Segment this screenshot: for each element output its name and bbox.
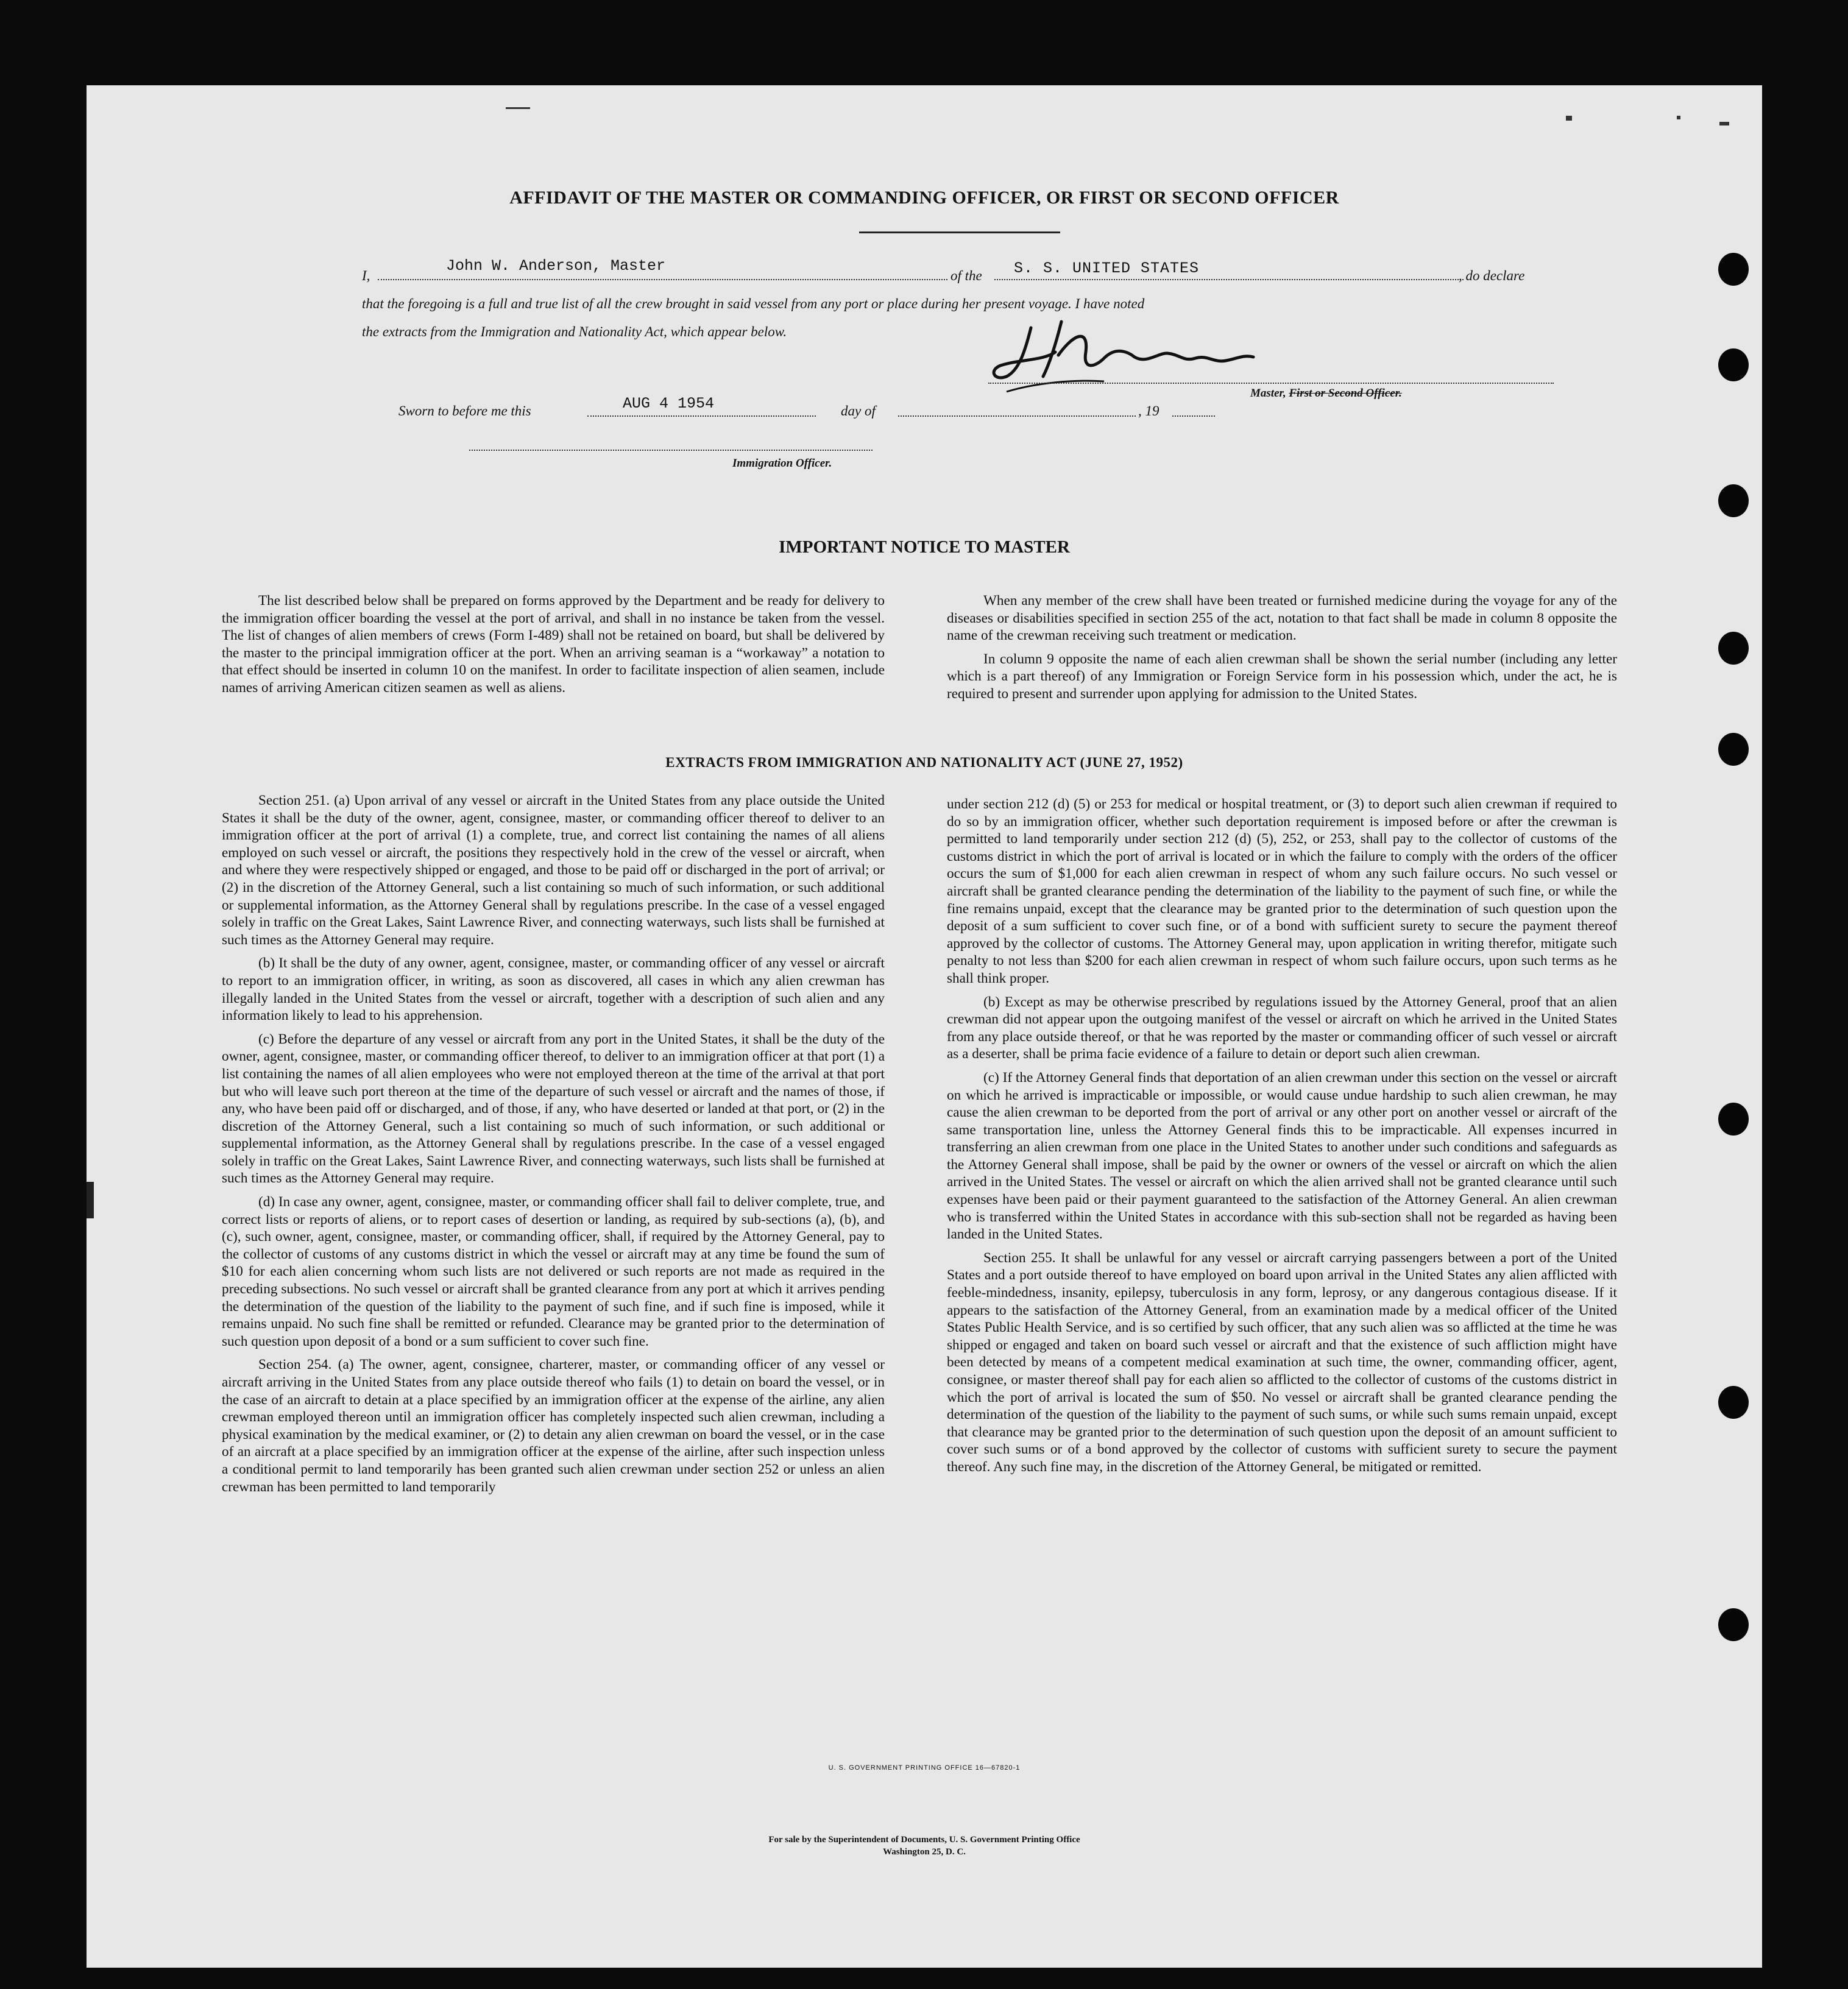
extracts-title: EXTRACTS FROM IMMIGRATION AND NATIONALITY ACT (JUNE 27, 1952)	[665, 755, 1183, 770]
sale-line-1: For sale by the Superintendent of Documents, U. S. Government Printing Office	[768, 1835, 1080, 1845]
vessel-name-value: S. S. UNITED STATES	[1014, 260, 1200, 277]
section-251-d: (d) In case any owner, agent, consignee, master, or commanding officer shall fail to deliver complete, true, and correct lists or reports of aliens, or to report cases of desertion or landing, as required by sub-sections (a), (b), and (c), such owner, agent, consignee, master, or commanding officer, shall, if required by the Attorney General, pay to the collector of customs of any customs district in which the vessel or aircraft may at any time be found the sum of $10 for each alien concerning whom such lists are not delivered or such reports are not made as required in the preceding subsections. No such vessel or aircraft shall be granted clearance from any port at which it arrives pending the determination of the question of the liability to the payment of such fine, and if such fine is imposed, while it remains unpaid. No such fine shall be remitted or refunded. Clearance may be granted prior to the determination of such question upon deposit of a bond or a sum sufficient to cover such fine.	[222, 1194, 885, 1349]
punch-hole	[1718, 484, 1749, 517]
section-251-a: Section 251. (a) Upon arrival of any vessel or aircraft in the United States from any place outside the United States it shall be the duty of the owner, agent, consignee, master, or commanding officer thereof to deliver to an immigration officer at the port of arrival (1) a complete, true, and correct list containing the names of all aliens employed on such vessel or aircraft, the positions they respectively hold in the crew of the vessel or aircraft, when and where they were respectively shipped or engaged, and those to be paid off or discharged in the port of arrival; or (2) in the discretion of the Attorney General, such a list containing so much of such information, or such additional or supplemental information, as the Attorney General shall by regulations prescribe. In the case of a vessel engaged solely in traffic on the Great Lakes, Saint Lawrence River, and connecting waterways, such lists shall be furnished at such times as the Attorney General may require.	[222, 793, 885, 948]
vessel-field-line	[994, 279, 1464, 280]
affidavit-line2: that the foregoing is a full and true list of all the crew brought in said vessel from any port or place during her present voyage. I have noted	[362, 296, 1145, 311]
sworn-date-field-line	[587, 415, 816, 417]
section-254-b: (b) Except as may be otherwise prescribed by regulations issued by the Attorney General, proof that an alien crewman did not appear upon the outgoing manifest of the vessel or aircraft on which he arrived in the United States from any place outside thereof, or that he was reported by the master or commanding officer of such vessel or aircraft as a deserter, shall be prima facie evidence of a failure to detain or deport such alien crewman.	[947, 994, 1617, 1062]
notice-title: IMPORTANT NOTICE TO MASTER	[779, 537, 1070, 557]
punch-hole	[1718, 1608, 1749, 1641]
sworn-date-value: AUG 4 1954	[623, 395, 715, 412]
scan-speck	[1677, 116, 1680, 119]
sworn-month-field-line	[898, 415, 1136, 417]
affidavit-line1-suffix: , do declare	[1459, 268, 1525, 283]
section-251-c: (c) Before the departure of any vessel or aircraft from any port in the United States, it shall be the duty of the owner, agent, consignee, master, or commanding officer thereof, to deliver to an immigration officer at that port (1) a list containing the names of all alien employees who were not employed thereon at the time of the arrival at that port but who will leave such port thereon at the time of the departure of such vessel or aircraft and the names of those, if any, who have been paid off or discharged, and of those, if any, who have deserted or landed at that port, or (2) in the discretion of the Attorney General, such a list containing so much of such information, or such additional or supplemental information, as the Attorney General shall by regulations prescribe. In the case of a vessel engaged solely in traffic on the Great Lakes, Saint Lawrence River, and connecting waterways, such lists shall be furnished at such times as the Attorney General may require.	[222, 1031, 885, 1187]
section-251-b: (b) It shall be the duty of any owner, agent, consignee, master, or commanding officer of any vessel or aircraft to report to an immigration officer, in writing, as soon as discovered, all cases in which any alien crewman has illegally landed in the United States from the vessel or aircraft, together with a description of such alien and any information likely to lead to his apprehension.	[222, 955, 885, 1024]
signer-label-master: Master,	[1250, 387, 1286, 400]
affidavit-title: AFFIDAVIT OF THE MASTER OR COMMANDING OFFICER, OR FIRST OR SECOND OFFICER	[509, 188, 1339, 208]
sworn-year-prefix: , 19	[1138, 403, 1159, 419]
master-name-field-line	[378, 279, 947, 280]
sale-notice	[87, 1834, 1762, 1858]
signer-label-struck: First or Second Officer.	[1289, 387, 1402, 400]
notice-right-column	[947, 592, 1617, 709]
signature-line	[988, 383, 1554, 384]
sworn-prefix: Sworn to before me this	[398, 403, 531, 419]
sale-line-2: Washington 25, D. C.	[883, 1847, 966, 1857]
master-name-value: John W. Anderson, Master	[446, 257, 666, 275]
signer-label	[1250, 387, 1402, 400]
affidavit-line1-prefix: I,	[362, 268, 370, 283]
punch-hole	[1718, 1386, 1749, 1419]
printing-office-line: U. S. GOVERNMENT PRINTING OFFICE 16—67820-1	[828, 1764, 1021, 1772]
punch-hole	[1718, 632, 1749, 665]
master-signature	[982, 309, 1323, 395]
notice-right-paragraph-2: In column 9 opposite the name of each alien crewman shall be shown the serial number (including any letter which is a part thereof) of any Immigration or Foreign Service form in his possession which, under the act, he is required to present and surrender upon applying for admission to the United States.	[947, 651, 1617, 702]
extracts-left-column	[222, 792, 885, 1502]
notice-right-paragraph-1: When any member of the crew shall have been treated or furnished medicine during the voyage for any of the diseases or disabilities specified in section 255 of the act, notation to that fact shall be made in column 8 opposite the name of the crewman receiving such treatment or medication.	[947, 593, 1617, 644]
document-page	[87, 85, 1762, 1968]
scan-speck	[1719, 122, 1729, 125]
section-254-a: Section 254. (a) The owner, agent, consignee, charterer, master, or commanding officer of any vessel or aircraft arriving in the United States from any place outside thereof who fails (1) to detain on board the vessel, or in the case of an aircraft to detain at a place specified by an immigration officer at the expense of the airline, any alien crewman employed thereon until an immigration officer has completely inspected such alien crewman, including a physical examination by the medical examiner, or (2) to detain any alien crewman on board the vessel, or in the case of an aircraft at a place specified by an immigration officer at the expense of the airline, after such inspection unless a conditional permit to land temporarily has been granted such alien crewman under section 252 or unless an alien crewman has been permitted to land temporarily	[222, 1357, 885, 1495]
section-255: Section 255. It shall be unlawful for any vessel or aircraft carrying passengers between a port of the United States and a port outside thereof to have employed on board upon arrival in the United States any alien afflicted with feeble-mindedness, insanity, epilepsy, tuberculosis in any form, leprosy, or any dangerous contagious disease. If it appears to the satisfaction of the Attorney General, from an examination made by a medical officer of the United States Public Health Service, and is so certified by such officer, that any such alien was so afflicted at the time he was shipped or engaged and taken on board such vessel or aircraft and that the existence of such affliction might have been detected by means of a competent medical examination at such time, the owner, commanding officer, agent, consignee, or master thereof shall pay for each alien so afflicted to the collector of customs of the customs district in which the port of arrival is located the sum of $50. No vessel or aircraft shall be granted clearance pending the determination of the question of the liability to the payment of such sums, or while such sums remain unpaid, except that clearance may be granted prior to the determination of such question upon the deposit of an amount sufficient to cover such sums or of a bond approved by the collector of customs with sufficient surety to secure the payment thereof. Any such fine may, in the discretion of the Attorney General, be mitigated or remitted.	[947, 1249, 1617, 1475]
officer-signature-line	[469, 450, 873, 451]
extracts-right-column	[947, 796, 1617, 1482]
scan-speck	[506, 107, 530, 109]
punch-hole	[1718, 348, 1749, 381]
punch-hole	[1718, 253, 1749, 286]
punch-hole	[1718, 733, 1749, 766]
section-254-c: (c) If the Attorney General finds that deportation of an alien crewman under this section on the vessel or aircraft on which he arrived is impracticable or impossible, or would cause undue hardship to such alien crewman, he may cause the alien crewman to be deported from the port of arrival or any other port on another vessel or aircraft of the same transportation line, unless the Attorney General finds this to be impracticable. All expenses incurred in transferring an alien crewman from one place in the United States to another under such conditions and safeguards as the Attorney General shall impose, shall be paid by the owner or owners of the vessel or aircraft on which the alien arrived in the United States. The vessel or aircraft on which the alien arrived shall not be granted clearance until such expenses have been paid or their payment guaranteed to the satisfaction of the Attorney General. An alien crewman who is transferred within the United States in accordance with this sub-section shall not be regarded as having been landed in the United States.	[947, 1069, 1617, 1243]
officer-label: Immigration Officer.	[732, 457, 832, 470]
scan-speck	[1566, 116, 1572, 121]
affidavit-line1-mid: of the	[951, 268, 982, 283]
title-underline	[859, 231, 1060, 233]
sworn-day-of: day of	[841, 403, 876, 419]
notice-left-paragraph: The list described below shall be prepared on forms approved by the Department and be ready for delivery to the immigration officer boarding the vessel at the port of arrival, and shall in no instance be taken from the vessel. The list of changes of alien members of crews (Form I-489) shall not be retained on board, but shall be delivered by the master to the principal immigration officer at the port. When an arriving seaman is a “workaway” a notation to that effect should be inserted in column 10 on the manifest. In order to facilitate inspection of alien seamen, include names of arriving American citizen seamen as well as aliens.	[222, 593, 885, 696]
section-254-a-continued: under section 212 (d) (5) or 253 for medical or hospital treatment, or (3) to deport such alien crewman if required to do so by an immigration officer, whether such deportation requirement is imposed before or after the crewman is permitted to land temporarily under section 212 (d) (5), 252, or 253, shall pay to the collector of customs of the customs district in which the port of arrival is located or in which the failure to comply with the orders of the officer occurs the sum of $1,000 for each alien crewman in respect of whom any such failure occurs. No such vessel or aircraft shall be granted clearance pending the determination of the liability to the payment of such fine, or while the fine remains unpaid, except that the clearance may be granted prior to the determination of such question upon the deposit of a sum sufficient to cover such fine, or of a bond with sufficient surety to secure the payment thereof approved by the collector of customs. The Attorney General may, upon application in writing therefor, mitigate such penalty to not less than $200 for each alien crewman in respect of whom such failure occurs, upon such terms as he shall think proper.	[947, 796, 1617, 986]
notice-left-column	[222, 592, 885, 703]
scan-speck	[87, 1182, 94, 1218]
sworn-year-field-line	[1172, 415, 1215, 417]
affidavit-line3: the extracts from the Immigration and Nationality Act, which appear below.	[362, 324, 787, 339]
punch-hole	[1718, 1103, 1749, 1136]
